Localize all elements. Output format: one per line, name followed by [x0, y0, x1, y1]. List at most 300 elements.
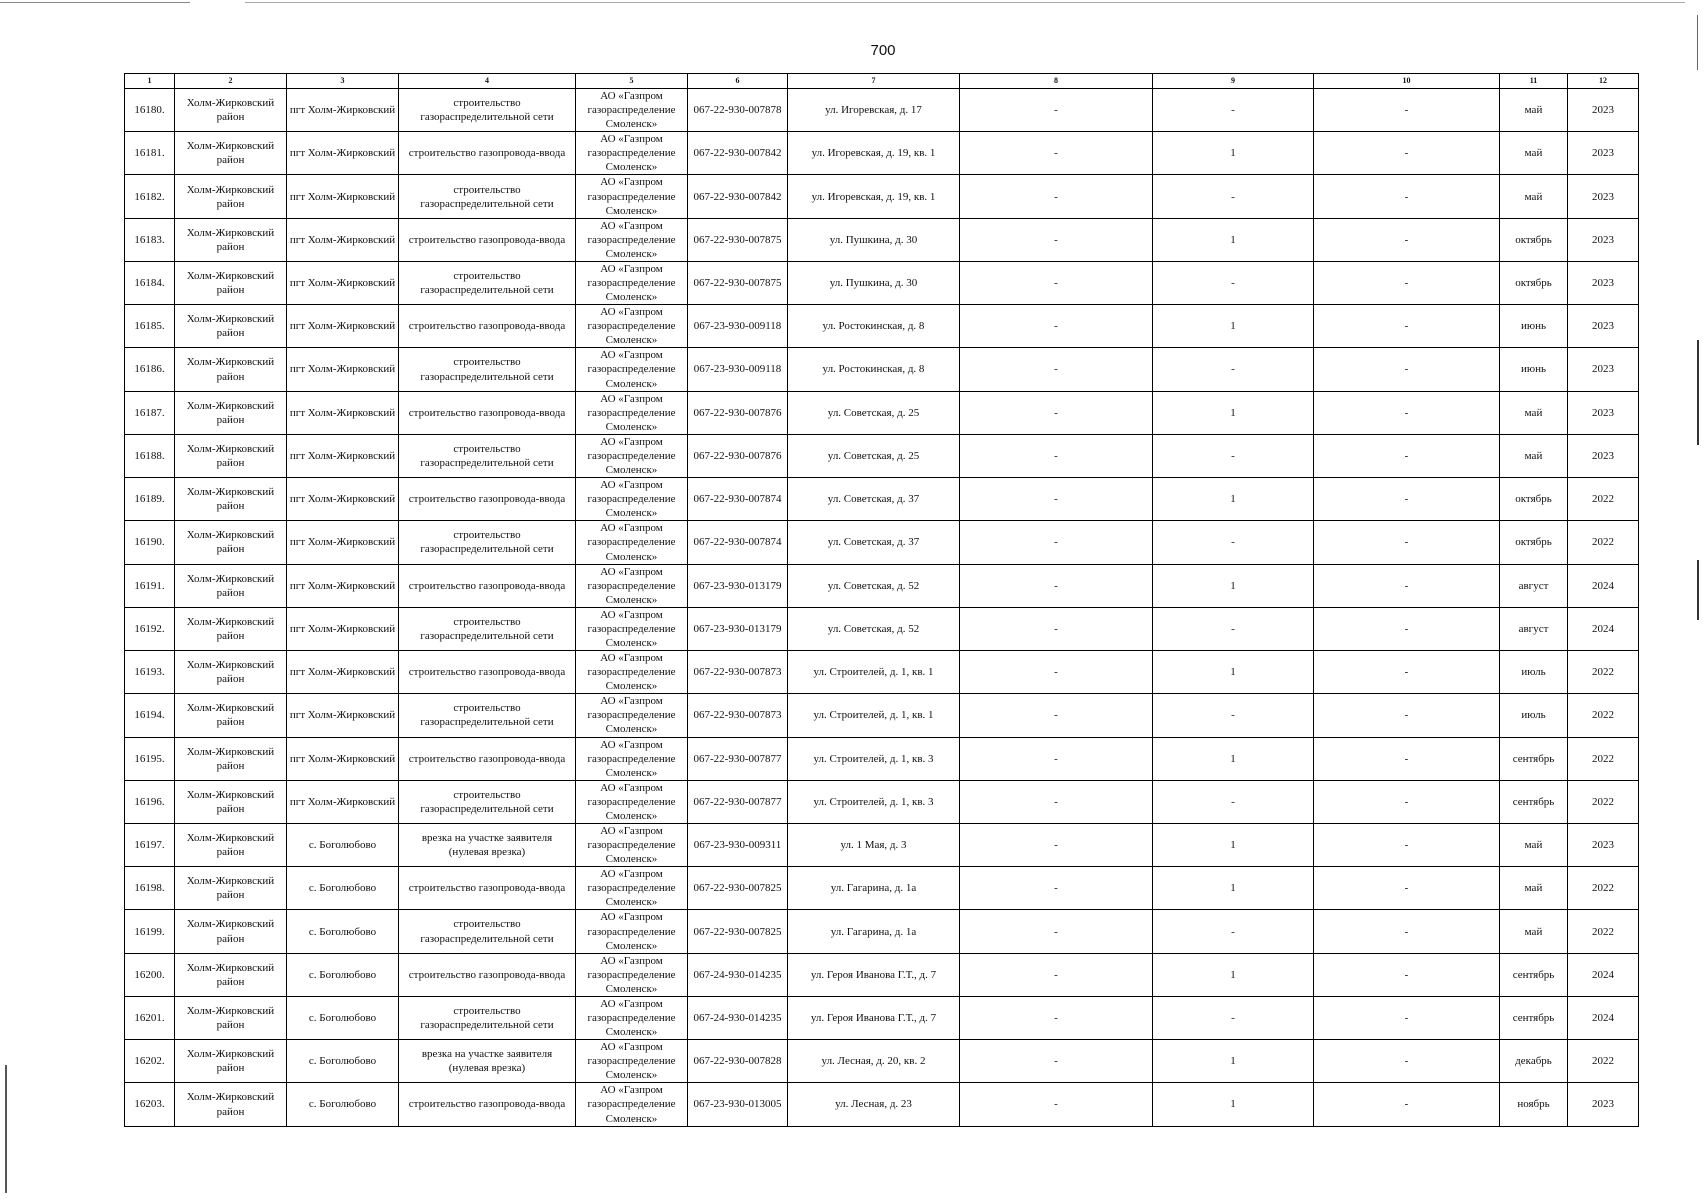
document-number-cell: 067-22-930-007875	[688, 261, 788, 304]
table-row	[125, 132, 1639, 175]
work-type-cell: строительство газопровода-ввода	[399, 867, 576, 910]
col-9-value-cell: 1	[1153, 391, 1314, 434]
district-cell: Холм-Жирковский район	[175, 132, 287, 175]
month-cell: декабрь	[1500, 1040, 1568, 1083]
col-9-value-cell: 1	[1153, 564, 1314, 607]
document-number-cell: 067-22-930-007828	[688, 1040, 788, 1083]
month-cell: август	[1500, 564, 1568, 607]
address-cell: ул. Игоревская, д. 17	[788, 89, 960, 132]
address-cell: ул. Советская, д. 25	[788, 434, 960, 477]
settlement-cell: пгт Холм-Жирковский	[287, 694, 399, 737]
col-header-1: 1	[125, 74, 175, 89]
table-row	[125, 694, 1639, 737]
work-type-cell: строительство газораспределительной сети	[399, 521, 576, 564]
col-8-value-cell: -	[960, 89, 1153, 132]
settlement-cell: пгт Холм-Жирковский	[287, 261, 399, 304]
col-8-value-cell: -	[960, 651, 1153, 694]
col-header-6: 6	[688, 74, 788, 89]
district-cell: Холм-Жирковский район	[175, 348, 287, 391]
work-type-cell: строительство газопровода-ввода	[399, 305, 576, 348]
year-cell: 2024	[1568, 953, 1639, 996]
col-8-value-cell: -	[960, 694, 1153, 737]
address-cell: ул. Строителей, д. 1, кв. 3	[788, 780, 960, 823]
col-10-value-cell: -	[1314, 132, 1500, 175]
col-10-value-cell: -	[1314, 953, 1500, 996]
col-10-value-cell: -	[1314, 218, 1500, 261]
month-cell: сентябрь	[1500, 737, 1568, 780]
col-9-value-cell: 1	[1153, 651, 1314, 694]
col-8-value-cell: -	[960, 996, 1153, 1039]
col-10-value-cell: -	[1314, 1083, 1500, 1126]
district-cell: Холм-Жирковский район	[175, 478, 287, 521]
work-type-cell: строительство газораспределительной сети	[399, 607, 576, 650]
table-row	[125, 391, 1639, 434]
col-10-value-cell: -	[1314, 737, 1500, 780]
district-cell: Холм-Жирковский район	[175, 694, 287, 737]
col-10-value-cell: -	[1314, 1040, 1500, 1083]
address-cell: ул. Строителей, д. 1, кв. 1	[788, 694, 960, 737]
address-cell: ул. Героя Иванова Г.Т., д. 7	[788, 996, 960, 1039]
document-number-cell: 067-22-930-007878	[688, 89, 788, 132]
col-10-value-cell: -	[1314, 780, 1500, 823]
row-number-cell: 16185.	[125, 305, 175, 348]
work-type-cell: строительство газопровода-ввода	[399, 564, 576, 607]
row-number-cell: 16182.	[125, 175, 175, 218]
scan-edge-line-right-top	[1697, 15, 1698, 70]
col-8-value-cell: -	[960, 261, 1153, 304]
document-number-cell: 067-22-930-007842	[688, 132, 788, 175]
document-number-cell: 067-23-930-009118	[688, 348, 788, 391]
month-cell: май	[1500, 391, 1568, 434]
col-10-value-cell: -	[1314, 651, 1500, 694]
year-cell: 2022	[1568, 737, 1639, 780]
month-cell: сентябрь	[1500, 996, 1568, 1039]
col-9-value-cell: 1	[1153, 132, 1314, 175]
col-8-value-cell: -	[960, 823, 1153, 866]
month-cell: июнь	[1500, 348, 1568, 391]
settlement-cell: пгт Холм-Жирковский	[287, 305, 399, 348]
month-cell: июль	[1500, 694, 1568, 737]
col-10-value-cell: -	[1314, 564, 1500, 607]
district-cell: Холм-Жирковский район	[175, 261, 287, 304]
work-type-cell: строительство газопровода-ввода	[399, 737, 576, 780]
col-10-value-cell: -	[1314, 867, 1500, 910]
col-10-value-cell: -	[1314, 305, 1500, 348]
organization-cell: АО «Газпром газораспределение Смоленск»	[576, 89, 688, 132]
work-type-cell: строительство газораспределительной сети	[399, 348, 576, 391]
col-10-value-cell: -	[1314, 478, 1500, 521]
col-header-11: 11	[1500, 74, 1568, 89]
settlement-cell: пгт Холм-Жирковский	[287, 391, 399, 434]
district-cell: Холм-Жирковский район	[175, 564, 287, 607]
scan-edge-line-right-lower	[1697, 560, 1699, 620]
work-type-cell: строительство газораспределительной сети	[399, 694, 576, 737]
organization-cell: АО «Газпром газораспределение Смоленск»	[576, 478, 688, 521]
table-row	[125, 218, 1639, 261]
month-cell: август	[1500, 607, 1568, 650]
month-cell: ноябрь	[1500, 1083, 1568, 1126]
col-9-value-cell: -	[1153, 261, 1314, 304]
settlement-cell: с. Боголюбово	[287, 1040, 399, 1083]
organization-cell: АО «Газпром газораспределение Смоленск»	[576, 348, 688, 391]
year-cell: 2024	[1568, 564, 1639, 607]
col-9-value-cell: -	[1153, 175, 1314, 218]
address-cell: ул. Игоревская, д. 19, кв. 1	[788, 175, 960, 218]
table-row	[125, 305, 1639, 348]
table-row	[125, 1040, 1639, 1083]
document-number-cell: 067-22-930-007875	[688, 218, 788, 261]
column-number-row	[125, 74, 1639, 89]
year-cell: 2022	[1568, 1040, 1639, 1083]
col-10-value-cell: -	[1314, 175, 1500, 218]
table-row	[125, 953, 1639, 996]
table-row	[125, 1083, 1639, 1126]
work-type-cell: строительство газопровода-ввода	[399, 132, 576, 175]
row-number-cell: 16200.	[125, 953, 175, 996]
document-number-cell: 067-23-930-009118	[688, 305, 788, 348]
table-row	[125, 348, 1639, 391]
row-number-cell: 16188.	[125, 434, 175, 477]
scan-edge-line-top-left	[0, 2, 190, 3]
work-type-cell: строительство газораспределительной сети	[399, 780, 576, 823]
district-cell: Холм-Жирковский район	[175, 1040, 287, 1083]
row-number-cell: 16203.	[125, 1083, 175, 1126]
col-10-value-cell: -	[1314, 391, 1500, 434]
col-9-value-cell: -	[1153, 996, 1314, 1039]
address-cell: ул. Лесная, д. 20, кв. 2	[788, 1040, 960, 1083]
settlement-cell: пгт Холм-Жирковский	[287, 218, 399, 261]
work-type-cell: строительство газораспределительной сети	[399, 910, 576, 953]
col-9-value-cell: -	[1153, 434, 1314, 477]
year-cell: 2022	[1568, 867, 1639, 910]
organization-cell: АО «Газпром газораспределение Смоленск»	[576, 1083, 688, 1126]
table-row	[125, 996, 1639, 1039]
work-type-cell: строительство газораспределительной сети	[399, 261, 576, 304]
address-cell: ул. Строителей, д. 1, кв. 3	[788, 737, 960, 780]
col-10-value-cell: -	[1314, 521, 1500, 564]
work-type-cell: строительство газопровода-ввода	[399, 478, 576, 521]
settlement-cell: с. Боголюбово	[287, 996, 399, 1039]
col-9-value-cell: -	[1153, 89, 1314, 132]
address-cell: ул. 1 Мая, д. 3	[788, 823, 960, 866]
work-type-cell: строительство газопровода-ввода	[399, 953, 576, 996]
settlement-cell: пгт Холм-Жирковский	[287, 651, 399, 694]
organization-cell: АО «Газпром газораспределение Смоленск»	[576, 521, 688, 564]
district-cell: Холм-Жирковский район	[175, 175, 287, 218]
col-header-8: 8	[960, 74, 1153, 89]
col-9-value-cell: 1	[1153, 737, 1314, 780]
col-10-value-cell: -	[1314, 89, 1500, 132]
register-table	[124, 73, 1639, 1127]
col-9-value-cell: 1	[1153, 953, 1314, 996]
document-number-cell: 067-24-930-014235	[688, 953, 788, 996]
document-number-cell: 067-24-930-014235	[688, 996, 788, 1039]
col-10-value-cell: -	[1314, 694, 1500, 737]
address-cell: ул. Советская, д. 37	[788, 478, 960, 521]
col-header-5: 5	[576, 74, 688, 89]
district-cell: Холм-Жирковский район	[175, 780, 287, 823]
settlement-cell: пгт Холм-Жирковский	[287, 737, 399, 780]
row-number-cell: 16202.	[125, 1040, 175, 1083]
scan-edge-line-top	[245, 2, 1685, 3]
year-cell: 2023	[1568, 305, 1639, 348]
table-row	[125, 261, 1639, 304]
work-type-cell: строительство газораспределительной сети	[399, 89, 576, 132]
month-cell: октябрь	[1500, 261, 1568, 304]
month-cell: май	[1500, 823, 1568, 866]
scan-edge-line-right	[1697, 340, 1699, 445]
document-number-cell: 067-22-930-007874	[688, 478, 788, 521]
year-cell: 2023	[1568, 1083, 1639, 1126]
organization-cell: АО «Газпром газораспределение Смоленск»	[576, 694, 688, 737]
col-9-value-cell: 1	[1153, 1040, 1314, 1083]
document-number-cell: 067-22-930-007876	[688, 434, 788, 477]
col-8-value-cell: -	[960, 1083, 1153, 1126]
settlement-cell: пгт Холм-Жирковский	[287, 89, 399, 132]
organization-cell: АО «Газпром газораспределение Смоленск»	[576, 867, 688, 910]
organization-cell: АО «Газпром газораспределение Смоленск»	[576, 564, 688, 607]
work-type-cell: строительство газопровода-ввода	[399, 218, 576, 261]
organization-cell: АО «Газпром газораспределение Смоленск»	[576, 737, 688, 780]
organization-cell: АО «Газпром газораспределение Смоленск»	[576, 780, 688, 823]
settlement-cell: с. Боголюбово	[287, 953, 399, 996]
year-cell: 2023	[1568, 218, 1639, 261]
organization-cell: АО «Газпром газораспределение Смоленск»	[576, 823, 688, 866]
row-number-cell: 16191.	[125, 564, 175, 607]
col-9-value-cell: 1	[1153, 823, 1314, 866]
col-10-value-cell: -	[1314, 607, 1500, 650]
col-8-value-cell: -	[960, 1040, 1153, 1083]
row-number-cell: 16201.	[125, 996, 175, 1039]
document-number-cell: 067-23-930-013179	[688, 564, 788, 607]
col-9-value-cell: 1	[1153, 867, 1314, 910]
district-cell: Холм-Жирковский район	[175, 218, 287, 261]
row-number-cell: 16196.	[125, 780, 175, 823]
settlement-cell: пгт Холм-Жирковский	[287, 521, 399, 564]
col-8-value-cell: -	[960, 305, 1153, 348]
month-cell: май	[1500, 434, 1568, 477]
district-cell: Холм-Жирковский район	[175, 910, 287, 953]
district-cell: Холм-Жирковский район	[175, 953, 287, 996]
document-number-cell: 067-22-930-007876	[688, 391, 788, 434]
col-10-value-cell: -	[1314, 261, 1500, 304]
settlement-cell: с. Боголюбово	[287, 910, 399, 953]
settlement-cell: пгт Холм-Жирковский	[287, 607, 399, 650]
work-type-cell: врезка на участке заявителя (нулевая врезка)	[399, 823, 576, 866]
row-number-cell: 16198.	[125, 867, 175, 910]
col-9-value-cell: 1	[1153, 305, 1314, 348]
address-cell: ул. Гагарина, д. 1а	[788, 910, 960, 953]
work-type-cell: строительство газопровода-ввода	[399, 1083, 576, 1126]
col-header-12: 12	[1568, 74, 1639, 89]
col-8-value-cell: -	[960, 607, 1153, 650]
address-cell: ул. Ростокинская, д. 8	[788, 305, 960, 348]
work-type-cell: строительство газопровода-ввода	[399, 391, 576, 434]
col-8-value-cell: -	[960, 175, 1153, 218]
year-cell: 2023	[1568, 348, 1639, 391]
col-9-value-cell: -	[1153, 521, 1314, 564]
district-cell: Холм-Жирковский район	[175, 1083, 287, 1126]
district-cell: Холм-Жирковский район	[175, 89, 287, 132]
col-10-value-cell: -	[1314, 823, 1500, 866]
work-type-cell: строительство газораспределительной сети	[399, 175, 576, 218]
table-row	[125, 780, 1639, 823]
document-number-cell: 067-22-930-007874	[688, 521, 788, 564]
col-9-value-cell: 1	[1153, 1083, 1314, 1126]
district-cell: Холм-Жирковский район	[175, 434, 287, 477]
row-number-cell: 16190.	[125, 521, 175, 564]
table-row	[125, 175, 1639, 218]
address-cell: ул. Лесная, д. 23	[788, 1083, 960, 1126]
col-10-value-cell: -	[1314, 910, 1500, 953]
organization-cell: АО «Газпром газораспределение Смоленск»	[576, 607, 688, 650]
settlement-cell: пгт Холм-Жирковский	[287, 564, 399, 607]
district-cell: Холм-Жирковский район	[175, 305, 287, 348]
col-8-value-cell: -	[960, 132, 1153, 175]
scan-edge-line-left	[5, 1065, 7, 1193]
register-table-body	[125, 89, 1639, 1127]
work-type-cell: строительство газораспределительной сети	[399, 996, 576, 1039]
address-cell: ул. Пушкина, д. 30	[788, 218, 960, 261]
document-number-cell: 067-22-930-007877	[688, 780, 788, 823]
month-cell: июнь	[1500, 305, 1568, 348]
year-cell: 2023	[1568, 89, 1639, 132]
year-cell: 2023	[1568, 823, 1639, 866]
document-number-cell: 067-23-930-009311	[688, 823, 788, 866]
district-cell: Холм-Жирковский район	[175, 607, 287, 650]
row-number-cell: 16189.	[125, 478, 175, 521]
organization-cell: АО «Газпром газораспределение Смоленск»	[576, 261, 688, 304]
organization-cell: АО «Газпром газораспределение Смоленск»	[576, 651, 688, 694]
month-cell: май	[1500, 89, 1568, 132]
col-9-value-cell: 1	[1153, 218, 1314, 261]
district-cell: Холм-Жирковский район	[175, 521, 287, 564]
document-number-cell: 067-22-930-007873	[688, 651, 788, 694]
row-number-cell: 16199.	[125, 910, 175, 953]
address-cell: ул. Героя Иванова Г.Т., д. 7	[788, 953, 960, 996]
address-cell: ул. Гагарина, д. 1а	[788, 867, 960, 910]
year-cell: 2023	[1568, 132, 1639, 175]
address-cell: ул. Советская, д. 52	[788, 607, 960, 650]
organization-cell: АО «Газпром газораспределение Смоленск»	[576, 132, 688, 175]
col-9-value-cell: -	[1153, 780, 1314, 823]
row-number-cell: 16193.	[125, 651, 175, 694]
row-number-cell: 16187.	[125, 391, 175, 434]
col-10-value-cell: -	[1314, 348, 1500, 391]
col-header-10: 10	[1314, 74, 1500, 89]
year-cell: 2022	[1568, 651, 1639, 694]
organization-cell: АО «Газпром газораспределение Смоленск»	[576, 910, 688, 953]
table-row	[125, 651, 1639, 694]
settlement-cell: пгт Холм-Жирковский	[287, 780, 399, 823]
district-cell: Холм-Жирковский район	[175, 737, 287, 780]
year-cell: 2024	[1568, 607, 1639, 650]
col-8-value-cell: -	[960, 434, 1153, 477]
col-9-value-cell: -	[1153, 910, 1314, 953]
organization-cell: АО «Газпром газораспределение Смоленск»	[576, 391, 688, 434]
col-9-value-cell: -	[1153, 694, 1314, 737]
col-8-value-cell: -	[960, 564, 1153, 607]
year-cell: 2022	[1568, 694, 1639, 737]
table-row	[125, 910, 1639, 953]
document-number-cell: 067-22-930-007825	[688, 910, 788, 953]
col-8-value-cell: -	[960, 348, 1153, 391]
settlement-cell: с. Боголюбово	[287, 823, 399, 866]
address-cell: ул. Строителей, д. 1, кв. 1	[788, 651, 960, 694]
row-number-cell: 16192.	[125, 607, 175, 650]
row-number-cell: 16183.	[125, 218, 175, 261]
month-cell: июль	[1500, 651, 1568, 694]
year-cell: 2024	[1568, 996, 1639, 1039]
table-row	[125, 478, 1639, 521]
col-8-value-cell: -	[960, 218, 1153, 261]
col-header-9: 9	[1153, 74, 1314, 89]
month-cell: октябрь	[1500, 478, 1568, 521]
month-cell: октябрь	[1500, 521, 1568, 564]
col-10-value-cell: -	[1314, 434, 1500, 477]
page-number: 700	[870, 42, 896, 59]
address-cell: ул. Советская, д. 52	[788, 564, 960, 607]
year-cell: 2022	[1568, 780, 1639, 823]
row-number-cell: 16186.	[125, 348, 175, 391]
address-cell: ул. Советская, д. 37	[788, 521, 960, 564]
col-header-2: 2	[175, 74, 287, 89]
organization-cell: АО «Газпром газораспределение Смоленск»	[576, 996, 688, 1039]
row-number-cell: 16181.	[125, 132, 175, 175]
organization-cell: АО «Газпром газораспределение Смоленск»	[576, 175, 688, 218]
organization-cell: АО «Газпром газораспределение Смоленск»	[576, 305, 688, 348]
row-number-cell: 16195.	[125, 737, 175, 780]
organization-cell: АО «Газпром газораспределение Смоленск»	[576, 953, 688, 996]
address-cell: ул. Игоревская, д. 19, кв. 1	[788, 132, 960, 175]
organization-cell: АО «Газпром газораспределение Смоленск»	[576, 218, 688, 261]
table-row	[125, 737, 1639, 780]
month-cell: сентябрь	[1500, 780, 1568, 823]
work-type-cell: врезка на участке заявителя (нулевая врезка)	[399, 1040, 576, 1083]
document-number-cell: 067-23-930-013179	[688, 607, 788, 650]
settlement-cell: пгт Холм-Жирковский	[287, 434, 399, 477]
settlement-cell: пгт Холм-Жирковский	[287, 132, 399, 175]
col-8-value-cell: -	[960, 391, 1153, 434]
col-header-7: 7	[788, 74, 960, 89]
col-8-value-cell: -	[960, 953, 1153, 996]
settlement-cell: пгт Холм-Жирковский	[287, 175, 399, 218]
settlement-cell: пгт Холм-Жирковский	[287, 348, 399, 391]
col-9-value-cell: 1	[1153, 478, 1314, 521]
col-8-value-cell: -	[960, 521, 1153, 564]
table-row	[125, 564, 1639, 607]
district-cell: Холм-Жирковский район	[175, 996, 287, 1039]
organization-cell: АО «Газпром газораспределение Смоленск»	[576, 1040, 688, 1083]
table-row	[125, 521, 1639, 564]
district-cell: Холм-Жирковский район	[175, 391, 287, 434]
month-cell: май	[1500, 910, 1568, 953]
year-cell: 2022	[1568, 478, 1639, 521]
table-row	[125, 89, 1639, 132]
year-cell: 2023	[1568, 175, 1639, 218]
table-row	[125, 434, 1639, 477]
month-cell: сентябрь	[1500, 953, 1568, 996]
address-cell: ул. Советская, д. 25	[788, 391, 960, 434]
settlement-cell: с. Боголюбово	[287, 867, 399, 910]
year-cell: 2023	[1568, 391, 1639, 434]
address-cell: ул. Ростокинская, д. 8	[788, 348, 960, 391]
month-cell: май	[1500, 132, 1568, 175]
row-number-cell: 16197.	[125, 823, 175, 866]
district-cell: Холм-Жирковский район	[175, 651, 287, 694]
work-type-cell: строительство газораспределительной сети	[399, 434, 576, 477]
district-cell: Холм-Жирковский район	[175, 823, 287, 866]
